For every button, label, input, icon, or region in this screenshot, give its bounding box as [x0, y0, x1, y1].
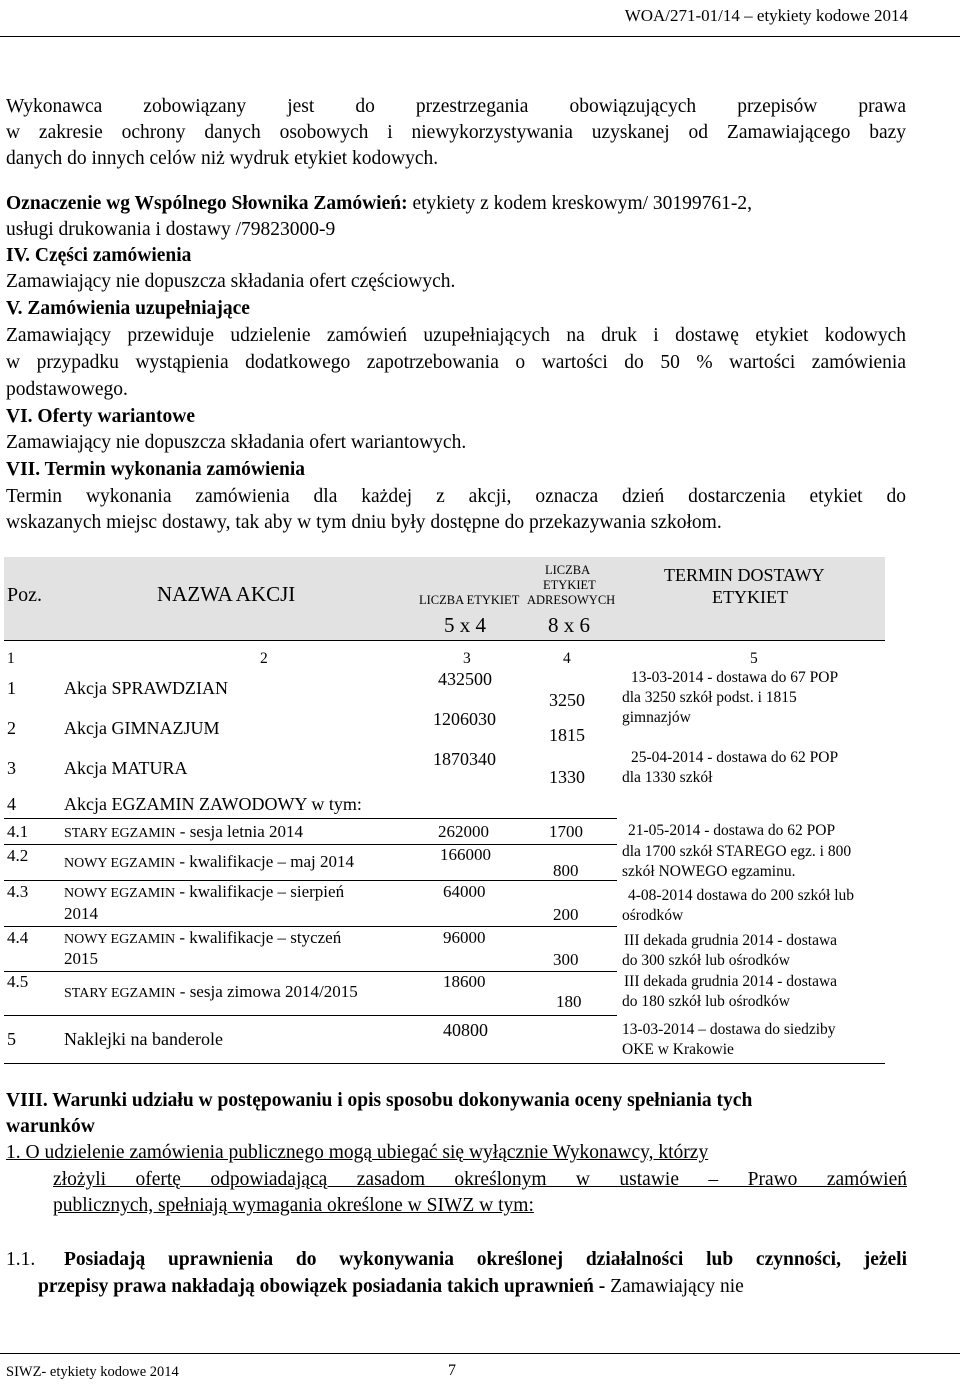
- row-addr: 180: [556, 992, 582, 1011]
- cpv-label: Oznaczenie wg Wspólnego Słownika Zamówień:: [6, 193, 408, 214]
- row-poz: 4.2: [7, 846, 29, 865]
- row-labels: 1206030: [433, 709, 496, 729]
- section-vii-title: VII. Termin wykonania zamówienia: [6, 459, 306, 480]
- row-name-cont: 2014: [64, 904, 98, 923]
- row-addr: 200: [553, 905, 579, 924]
- term-line: 21-05-2014 - dostawa do 62 POP: [628, 822, 836, 839]
- row-name: Akcja EGZAMIN ZAWODOWY w tym:: [64, 794, 362, 814]
- intro-line-2: w zakresie ochrony danych osobowych i niewykorzystywania uzyskanej od Zamawiającego bazy: [6, 122, 906, 143]
- footer-title: SIWZ- etykiety kodowe 2014: [6, 1364, 179, 1380]
- section-v-line-3: podstawowego.: [6, 379, 128, 400]
- header-addr-2: ETYKIET: [543, 578, 596, 592]
- condition-1-line-2: złożyli ofertę odpowiadającą zasadom określonym w ustawie – Prawo zamówień: [53, 1169, 907, 1190]
- col-number-5: 5: [750, 650, 758, 667]
- header-name: NAZWA AKCJI: [157, 582, 296, 606]
- row-addr: 300: [553, 950, 579, 969]
- row-poz: 4.3: [7, 882, 29, 901]
- row-addr: 3250: [549, 690, 585, 710]
- section-vii-line-2: wskazanych miejsc dostawy, tak aby w tym dniu były dostępne do przekazywania szkołom.: [6, 512, 722, 533]
- term-line: 13-03-2014 – dostawa do siedziby: [622, 1021, 836, 1038]
- term-line: do 180 szkół lub ośrodków: [622, 993, 790, 1010]
- footer-rule: [0, 1353, 960, 1354]
- row-poz: 4.5: [7, 972, 29, 991]
- row-labels: 18600: [443, 972, 486, 991]
- condition-1-line-3: publicznych, spełniają wymagania określone w SIWZ w tym:: [53, 1195, 534, 1216]
- term-line: dla 3250 szkół podst. i 1815: [622, 689, 797, 706]
- row-poz: 3: [7, 758, 16, 778]
- row-name: STARY EGZAMIN - sesja zimowa 2014/2015: [64, 982, 358, 1001]
- row-name-cont: 2015: [64, 949, 98, 968]
- term-line: III dekada grudnia 2014 - dostawa: [624, 973, 838, 990]
- row-poz: 4.4: [7, 928, 29, 947]
- section-v-line-2: w przypadku wystąpienia dodatkowego zapotrzebowania o wartości do 50 % wartości zamówienia: [6, 352, 906, 373]
- document-reference: WOA/271-01/14 – etykiety kodowe 2014: [624, 6, 908, 25]
- intro-line-1: Wykonawca zobowiązany jest do przestrzegania obowiązujących przepisów prawa: [6, 96, 906, 117]
- header-addr-1: LICZBA: [545, 563, 591, 577]
- section-v-line-1: Zamawiający przewiduje udzielenie zamówień uzupełniających na druk i dostawę etykiet kodowych: [6, 325, 906, 346]
- row-poz: 4.1: [7, 822, 29, 841]
- col-number-1: 1: [7, 650, 15, 667]
- row-divider: [4, 880, 617, 881]
- header-labels-format: 5 x 4: [444, 613, 486, 637]
- table-bottom-rule: [4, 1063, 885, 1064]
- header-labels: LICZBA ETYKIET: [419, 593, 520, 607]
- term-line: dla 1700 szkół STAREGO egz. i 800: [622, 843, 852, 860]
- row-name: NOWY EGZAMIN - kwalifikacje – maj 2014: [64, 852, 354, 871]
- row-divider: [4, 818, 617, 819]
- term-line: dla 1330 szkół: [622, 769, 713, 786]
- section-viii-title-2: warunków: [6, 1116, 95, 1137]
- row-poz: 5: [7, 1029, 16, 1049]
- row-addr: 800: [553, 861, 579, 880]
- row-name: STARY EGZAMIN - sesja letnia 2014: [64, 822, 303, 841]
- row-name: Naklejki na banderole: [64, 1029, 223, 1049]
- header-term-1: TERMIN DOSTAWY: [664, 565, 825, 585]
- row-name: Akcja SPRAWDZIAN: [64, 678, 229, 698]
- term-line: ośrodków: [622, 907, 684, 924]
- row-name: NOWY EGZAMIN - kwalifikacje – sierpień: [64, 882, 345, 901]
- row-poz: 4: [7, 794, 16, 814]
- term-line: szkół NOWEGO egzaminu.: [622, 863, 796, 880]
- condition-1-line-1: 1. O udzielenie zamówienia publicznego mogą ubiegać się wyłącznie Wykonawcy, którzy: [6, 1142, 709, 1163]
- condition-1-1-number: 1.1.: [6, 1249, 36, 1270]
- row-labels: 166000: [440, 845, 491, 864]
- col-number-4: 4: [563, 650, 571, 667]
- term-line: III dekada grudnia 2014 - dostawa: [624, 932, 838, 949]
- row-addr: 1815: [549, 725, 585, 745]
- row-labels: 40800: [443, 1020, 488, 1040]
- cpv-value-2: usługi drukowania i dostawy /79823000-9: [6, 219, 336, 240]
- term-line: gimnazjów: [622, 709, 691, 726]
- term-line: 4-08-2014 dostawa do 200 szkół lub: [628, 887, 855, 904]
- row-labels: 96000: [443, 928, 486, 947]
- header-term-2: ETYKIET: [712, 587, 788, 607]
- page-number: 7: [448, 1362, 456, 1379]
- row-divider: [4, 971, 617, 972]
- row-labels: 1870340: [433, 749, 496, 769]
- row-name: Akcja MATURA: [64, 758, 188, 778]
- section-v-title: V. Zamówienia uzupełniające: [6, 298, 250, 319]
- term-line: OKE w Krakowie: [622, 1041, 734, 1058]
- row-poz: 2: [7, 718, 16, 738]
- section-vi-text: Zamawiający nie dopuszcza składania ofert wariantowych.: [6, 432, 467, 453]
- col-number-3: 3: [463, 650, 471, 667]
- row-divider: [4, 926, 617, 927]
- header-rule: [4, 640, 885, 641]
- row-labels: 432500: [438, 669, 492, 689]
- intro-line-3: danych do innych celów niż wydruk etykiet kodowych.: [6, 148, 439, 169]
- row-divider: [4, 1015, 617, 1016]
- term-line: do 300 szkół lub ośrodków: [622, 952, 790, 969]
- row-poz: 1: [7, 678, 16, 698]
- condition-1-1-line-1: Posiadają uprawnienia do wykonywania określonej działalności lub czynności, jeżeli: [64, 1249, 907, 1270]
- cpv-line-1: [6, 191, 906, 217]
- term-line: 25-04-2014 - dostawa do 62 POP: [631, 749, 839, 766]
- row-name: Akcja GIMNAZJUM: [64, 718, 220, 738]
- row-addr: 1330: [549, 767, 585, 787]
- page-header: [0, 0, 960, 37]
- section-vi-title: VI. Oferty wariantowe: [6, 406, 195, 427]
- section-vii-line-1: Termin wykonania zamówienia dla każdej z akcji, oznacza dzień dostarczenia etykiet do: [6, 486, 906, 507]
- section-iv-title: IV. Części zamówienia: [6, 245, 192, 266]
- term-line: 13-03-2014 - dostawa do 67 POP: [631, 669, 839, 686]
- row-addr: 1700: [549, 822, 583, 841]
- header-addr-format: 8 x 6: [548, 613, 590, 637]
- row-labels: 262000: [438, 822, 489, 841]
- header-addr-3: ADRESOWYCH: [527, 593, 616, 607]
- section-iv-text: Zamawiający nie dopuszcza składania ofert częściowych.: [6, 271, 456, 292]
- row-name: NOWY EGZAMIN - kwalifikacje – styczeń: [64, 928, 342, 947]
- col-number-2: 2: [260, 650, 268, 667]
- condition-1-1-line-2: przepisy prawa nakładają obowiązek posiadania takich uprawnień - Zamawiający nie: [38, 1276, 744, 1297]
- row-divider: [4, 844, 617, 845]
- header-poz: Poz.: [7, 584, 42, 606]
- section-viii-title-1: VIII. Warunki udziału w postępowaniu i opis sposobu dokonywania oceny spełniania tych: [6, 1090, 753, 1111]
- row-labels: 64000: [443, 882, 486, 901]
- cpv-value-1: etykiety z kodem kreskowym/ 30199761-2,: [412, 193, 753, 214]
